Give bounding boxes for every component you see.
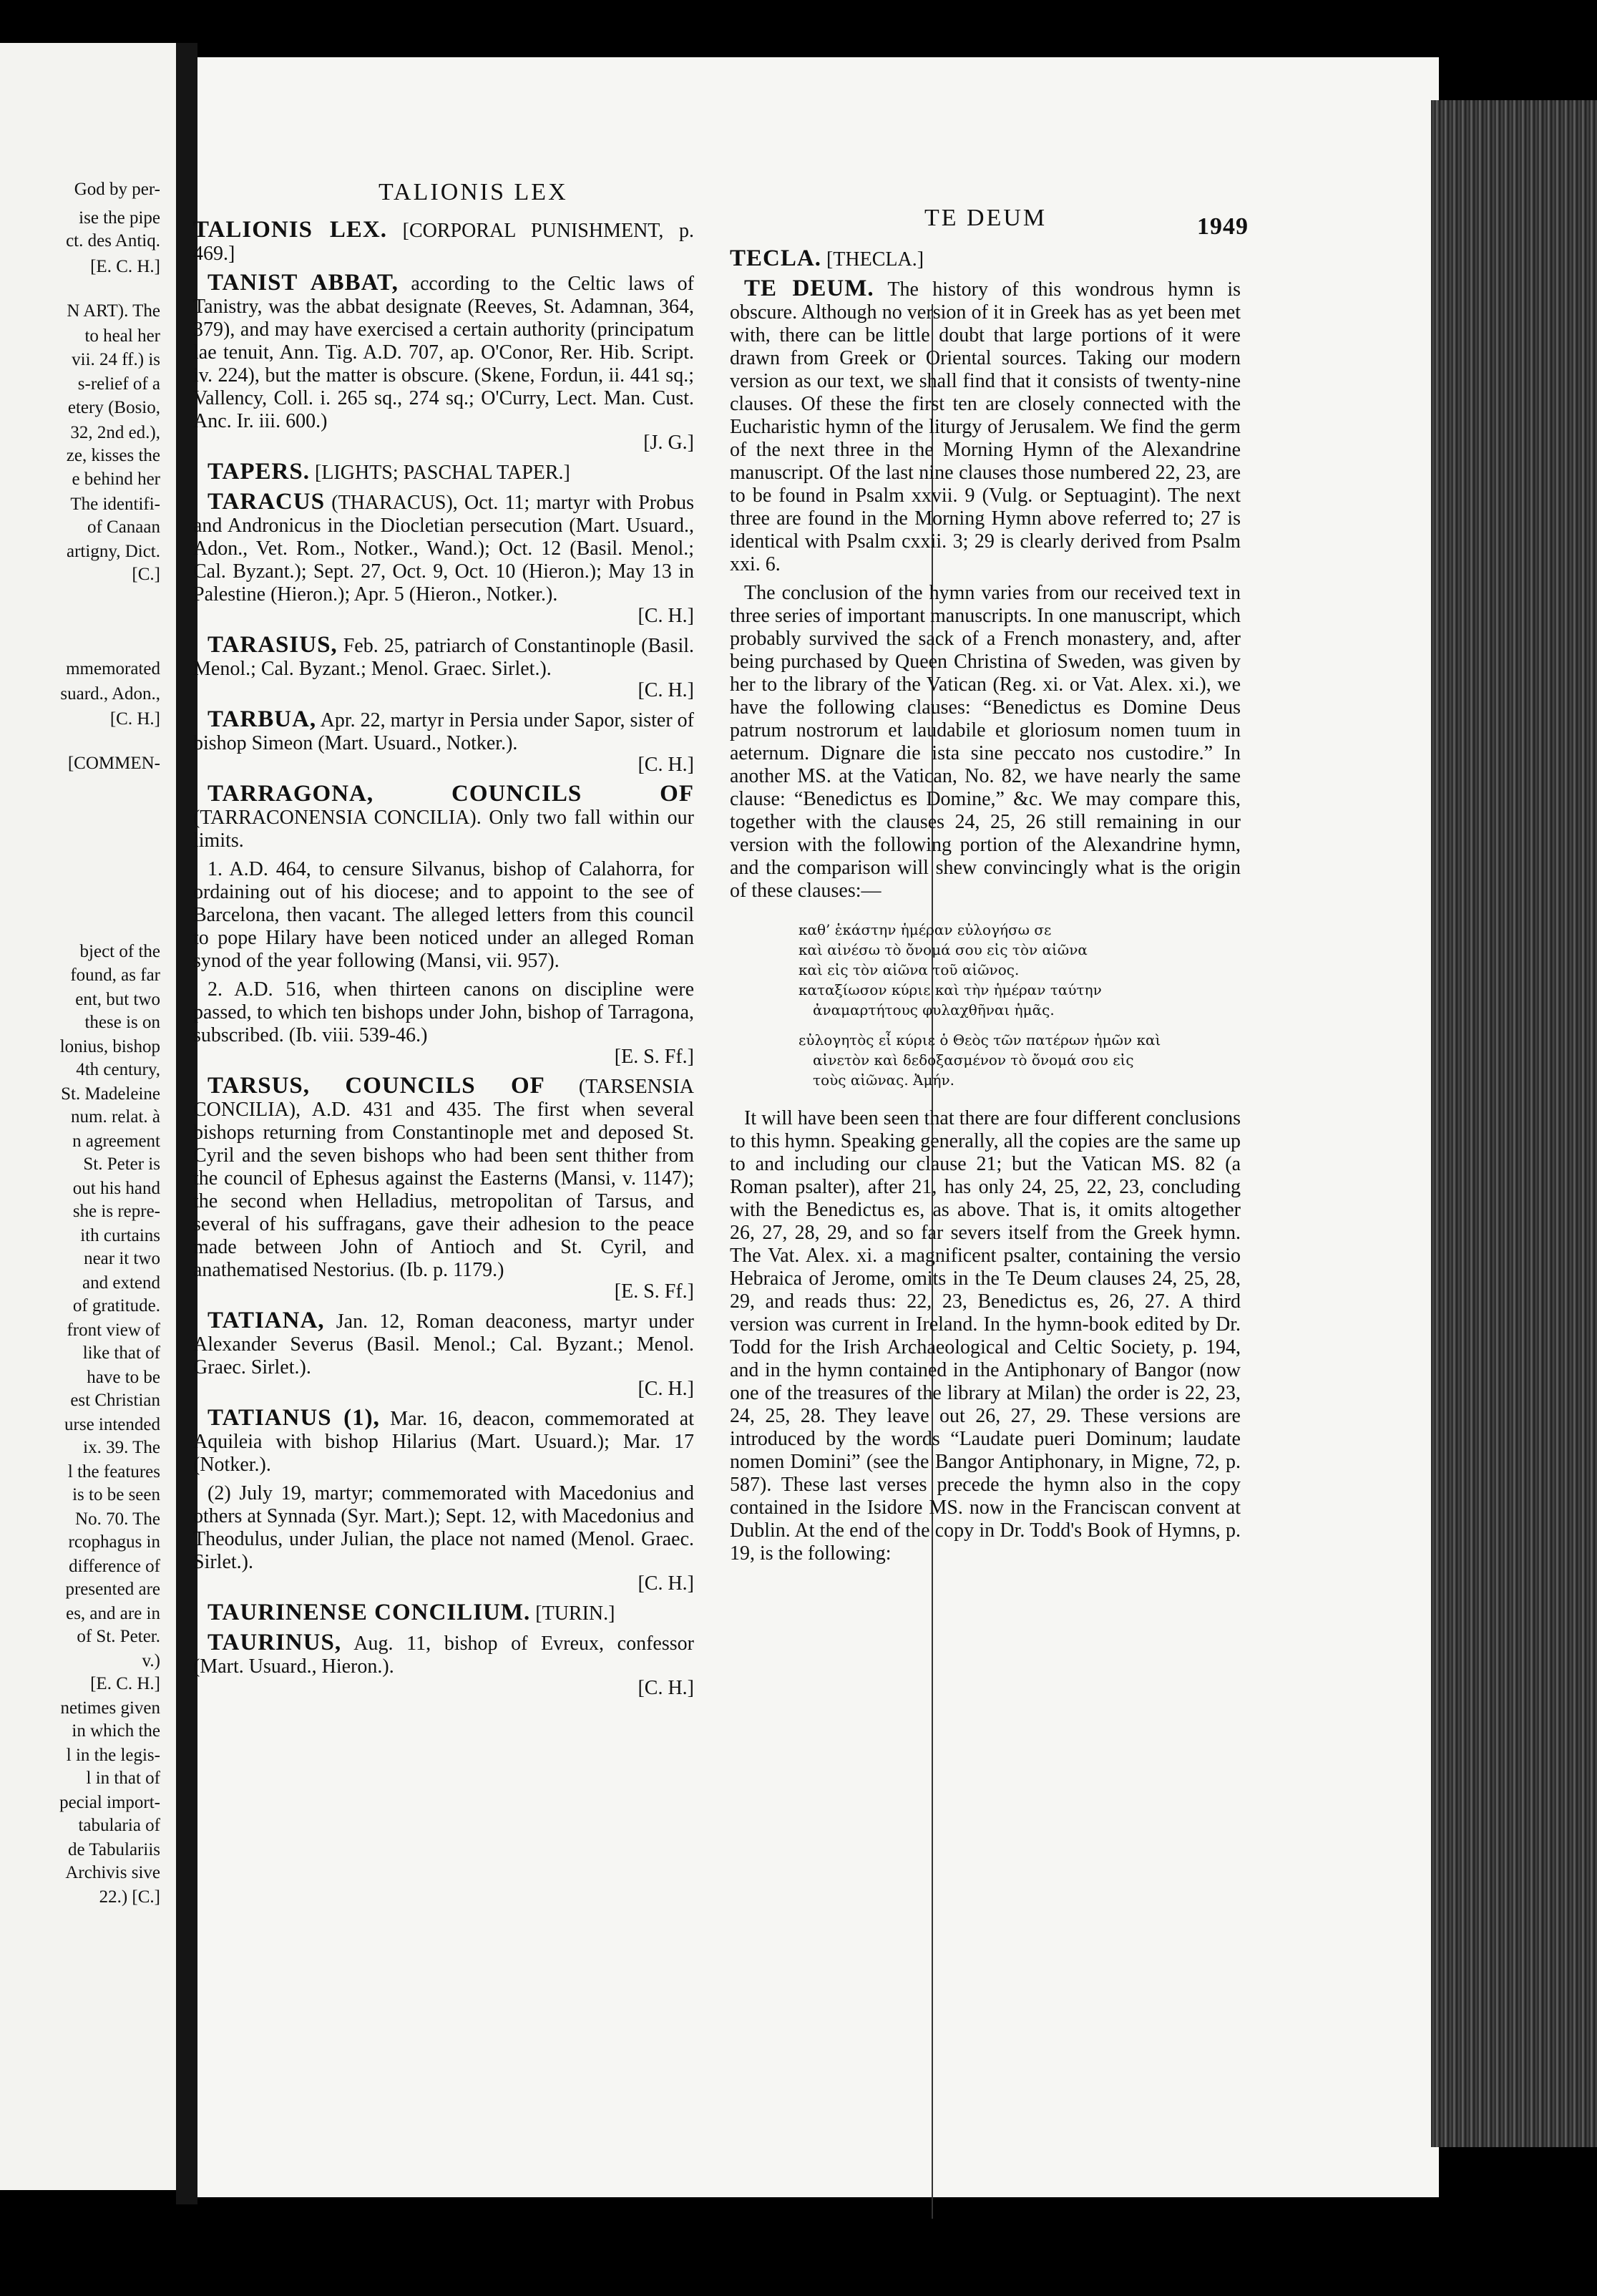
facing-page-line: [E. C. H.] xyxy=(90,1674,160,1693)
page-edges xyxy=(1431,100,1597,2147)
facing-page-line: n agreement xyxy=(72,1132,160,1151)
facing-page-line: ix. 39. The xyxy=(83,1438,160,1457)
facing-page-line: 4th century, xyxy=(76,1060,160,1079)
entry-paragraph: (2) July 19, martyr; commemorated with Macedonius and others at Synnada (Syr. Mart.); Sept. 12, with Macedonius and Theodulus, under Julian, the place not named (Menol. Graec. Sirlet.). xyxy=(193,1482,694,1573)
greek-line: εὐλογητὸς εἶ κύριε ὁ Θεὸς τῶν πατέρων ἡμῶν καὶ xyxy=(798,1031,1161,1049)
facing-page-line: out his hand xyxy=(72,1179,160,1198)
facing-page-line: netimes given xyxy=(60,1698,160,1718)
facing-page-line: tabularia of xyxy=(78,1816,160,1835)
facing-page-line: e behind her xyxy=(72,470,160,489)
page-number: 1949 xyxy=(1197,213,1249,240)
facing-page-line: es, and are in xyxy=(66,1604,160,1623)
facing-page-line: de Tabulariis xyxy=(67,1840,160,1859)
entry-heading: TATIANUS (1), xyxy=(207,1405,380,1431)
facing-page-line: ith curtains xyxy=(80,1226,160,1245)
author-initials: [C. H.] xyxy=(638,1677,694,1699)
facing-page-line: [C.] xyxy=(132,565,160,584)
facing-page-line: front view of xyxy=(67,1320,160,1340)
facing-page-line: vii. 24 ff.) is xyxy=(72,350,160,369)
entry-heading: TAURINUS, xyxy=(207,1630,342,1655)
facing-page-line: est Christian xyxy=(70,1391,160,1410)
facing-page-line: to heal her xyxy=(84,326,160,346)
greek-line: τοὺς αἰῶνας. Ἀμήν. xyxy=(813,1071,954,1089)
right-running-head: TE DEUM xyxy=(924,205,1047,231)
entry-text: (TARRACONENSIA CONCILIA). Only two fall within our limits. xyxy=(193,807,694,852)
facing-page-fragment xyxy=(0,43,176,2190)
facing-page-line: pecial import- xyxy=(59,1793,160,1812)
facing-page-line: is to be seen xyxy=(72,1485,160,1504)
entry-text: [LIGHTS; PASCHAL TAPER.] xyxy=(315,462,570,484)
facing-page-line: bject of the xyxy=(79,942,160,961)
author-initials: [J. G.] xyxy=(643,432,694,454)
facing-page-line: lonius, bishop xyxy=(59,1037,160,1056)
facing-page-line: ise the pipe xyxy=(79,208,160,228)
facing-page-line: N ART). The xyxy=(67,301,160,321)
entry-text: Aug. 11, bishop of Evreux, confessor (Mart. Usuard., Hieron.). xyxy=(193,1633,694,1678)
facing-page-line: s-relief of a xyxy=(77,374,160,394)
facing-page-line: St. Peter is xyxy=(83,1154,160,1174)
facing-page-line: difference of xyxy=(69,1557,160,1576)
facing-page-line: have to be xyxy=(87,1368,160,1387)
facing-page-line: num. relat. à xyxy=(71,1107,160,1127)
entry-heading: TE DEUM. xyxy=(744,276,874,301)
entry-text: (THARACUS), Oct. 11; martyr with Probus and Andronicus in the Diocletian persecution (Mart. Usuard., Adon., Vet. Rom., Notker., Wand.); Oct. 12 (Basil. Menol.; Cal. Byzant.); Sept. 27, Oct. 9, Oct. 10 (Hieron.); May 13 in Palestine (Hieron.); Apr. 5 (Hieron., Notker.). xyxy=(193,492,695,605)
entry-text: [THECLA.] xyxy=(826,248,924,271)
entry-text: according to the Celtic laws of Tanistry, was the abbat designate (Reeves, St. Adamnan, 364, 379), and may have exercised a certain authority (principatum lae tenuit, Ann. Tig. A.D. 707, ap. O'Conor, Rer. Hib. Script. iv. 224), but the matter is obscure. (Skene, Fordun, ii. 441 sq.; Vallency, Coll. i. 265 sq., 274 sq.; O'Curry, Lect. Man. Cust. Anc. Ir. iii. 600.) xyxy=(193,273,695,432)
entry-heading: TANIST ABBAT, xyxy=(207,270,399,296)
facing-page-line: and extend xyxy=(82,1273,160,1293)
facing-page-line: The identifi- xyxy=(70,495,160,514)
facing-page-line: 22.) [C.] xyxy=(99,1887,160,1907)
greek-line: καὶ αἰνέσω τὸ ὄνομά σου εἰς τὸν αἰῶνα xyxy=(798,941,1088,958)
entry-heading: TARRAGONA, COUNCILS OF xyxy=(207,781,694,807)
facing-page-line: urse intended xyxy=(64,1415,160,1434)
author-initials: [C. H.] xyxy=(638,1378,694,1400)
facing-page-line: in which the xyxy=(72,1721,160,1741)
facing-page-line: [COMMEN- xyxy=(67,754,160,773)
facing-page-line: suard., Adon., xyxy=(60,684,160,704)
entry-text: The history of this wondrous hymn is obscure. Although no version of it in Greek has as yet been met with, there can be little doubt that large portions of it were drawn from Greek or Oriental sources. Taking our modern version as our text, we shall find that it consists of twenty-nine clauses. Of these the first ten are closely connected with the Eucharistic hymn of the liturgy of Jerusalem. We find the germ of the next three in the Morning Hymn of the Alexandrine manuscript. Of the last nine clauses those numbered 22, 23, are to be found in Psalm xxvii. 9 (Vulg. or Septuagint). The next three are found in the Morning Hymn above referred to; 27 is identical with Psalm cxxii. 3; 29 is clearly derived from Psalm xxi. 6. xyxy=(730,278,1241,575)
left-running-head: TALIONIS LEX xyxy=(379,179,568,205)
entry-paragraph: 1. A.D. 464, to censure Silvanus, bishop of Calahorra, for ordaining out of his diocese; and to appoint to the see of Barcelona, then vacant. The alleged letters from this council to pope Hilary have been noticed under an alleged Roman synod of the year following (Mansi, vii. 957). xyxy=(193,858,694,972)
facing-page-line: near it two xyxy=(84,1249,160,1268)
entry-paragraph: The conclusion of the hymn varies from our received text in three series of important manuscripts. In one manuscript, which probably survived the sack of a French monastery, and, after being purchased by Queen Christina of Sweden, was given by her to the library of the Vatican (Reg. xi. or Vat. Alex. xi.), we have the following clauses: “Benedictus es Domine Deus patrum nostrorum et laudabile et gloriosum nomen tuum in aeternum. Dignare die ista sine peccato nos custodire.” In another MS. at the Vatican, No. 82, we have nearly the same clause: “Benedictus es Domine,” &c. We may compare this, together with the clauses 24, 25, 26 still remaining in our version with the following portion of the Alexandrine hymn, and the comparison will shew convincingly what is the origin of these clauses:— xyxy=(730,582,1241,902)
author-initials: [C. H.] xyxy=(638,679,694,701)
facing-page-line: presented are xyxy=(65,1580,160,1599)
author-initials: [C. H.] xyxy=(638,1572,694,1595)
book-page xyxy=(193,57,1439,2197)
facing-page-line: l in that of xyxy=(86,1769,160,1788)
greek-quotation xyxy=(798,920,1241,1090)
facing-page-line: [E. C. H.] xyxy=(90,257,160,276)
left-column xyxy=(193,218,694,1706)
entry-text: Feb. 25, patriarch of Constantinople (Basil. Menol.; Cal. Byzant.; Menol. Graec. Sirlet.). xyxy=(193,635,694,680)
author-initials: [E. S. Ff.] xyxy=(614,1046,694,1068)
entry-paragraph: It will have been seen that there are four different conclusions to this hymn. Speaking generally, all the copies are the same up to and including our clause 21; but the Vatican MS. 82 (a Roman psalter), after 21, has only 24, 25, 22, 23, concluding with the Benedictus es, as above. That is, it omits altogether 26, 27, 28, 29, and so far severs itself from the Greek hymn. The Vat. Alex. xi. a magnificent psalter, containing the versio Hebraica of Jerome, omits in the Te Deum clauses 24, 25, 28, 29, and reads thus: 22, 23, Benedictus es, 26, 27. A third version was current in Ireland. In the hymn-book edited by Dr. Todd for the Irish Archaeological and Celtic Society, p. 194, and in the hymn contained in the Antiphonary of Bangor (now one of the treasures of the library at Milan) the order is 22, 23, 24, 25, 28. They leave out 26, 27, 29. These versions are introduced by the words “Laudate pueri Dominum; laudate nomen Domini” (see the Bangor Antiphonary, in Migne, 72, p. 587). These last verses precede the hymn also in the copy contained in the Isidore MS. now in the Franciscan convent at Dublin. At the end of the copy in Dr. Todd's Book of Hymns, p. 19, is the following: xyxy=(730,1107,1241,1565)
entry-heading: TARSUS, COUNCILS OF xyxy=(207,1073,545,1099)
facing-page-line: of St. Peter. xyxy=(77,1627,160,1646)
facing-page-line: rcophagus in xyxy=(68,1532,160,1552)
facing-page-line: these is on xyxy=(84,1013,160,1032)
facing-page-line: God by per- xyxy=(74,180,160,199)
facing-page-line: etery (Bosio, xyxy=(67,398,160,417)
facing-page-line: l the features xyxy=(67,1462,160,1482)
facing-page-line: she is repre- xyxy=(72,1202,160,1221)
entry-heading: TALIONIS LEX. xyxy=(193,217,387,243)
facing-page-line: like that of xyxy=(82,1343,160,1363)
facing-page-line: ze, kisses the xyxy=(66,446,160,465)
facing-page-line: found, as far xyxy=(70,965,160,985)
facing-page-line: 32, 2nd ed.), xyxy=(70,423,160,442)
author-initials: [C. H.] xyxy=(638,605,694,627)
entry-heading: TARACUS xyxy=(207,489,326,515)
facing-page-line: ct. des Antiq. xyxy=(66,231,160,250)
facing-page-line: St. Madeleine xyxy=(61,1084,160,1104)
entry-heading: TARBUA, xyxy=(207,706,317,732)
entry-heading: TECLA. xyxy=(730,245,821,271)
greek-line: καθ’ ἑκάστην ἡμέραν εὐλογήσω σε xyxy=(798,921,1052,938)
greek-line: ἀναμαρτήτους φυλαχθῆναι ἡμᾶς. xyxy=(813,1001,1055,1018)
facing-page-line: ent, but two xyxy=(75,990,160,1009)
right-column xyxy=(730,247,1241,1571)
facing-page-line: artigny, Dict. xyxy=(67,542,160,561)
entry-heading: TAURINENSE CONCILIUM. xyxy=(207,1600,531,1625)
facing-page-line: l in the legis- xyxy=(66,1746,160,1765)
entry-text: (TARSENSIA CONCILIA), A.D. 431 and 435. The first when several bishops returning from Constantinople met and deposed St. Cyril and the seven bishops who had been sent thither from the council of Ephesus against the Easterns (Mansi, v. 1147); the second when Helladius, metropolitan of Tarsus, and several of his suffragans, gave their adhesion to the peace made between John of Antioch and St. Cyril, and anathematised Nestorius. (Ib. p. 1179.) xyxy=(193,1076,695,1281)
entry-paragraph: 2. A.D. 516, when thirteen canons on discipline were passed, to which ten bishops under John, bishop of Tarragona, subscribed. (Ib. viii. 539-46.) xyxy=(193,978,694,1046)
entry-text: [TURIN.] xyxy=(535,1602,615,1625)
entry-text: Apr. 22, martyr in Persia under Sapor, sister of bishop Simeon (Mart. Usuard., Notker.). xyxy=(193,709,694,754)
author-initials: [C. H.] xyxy=(638,754,694,776)
entry-heading: TAPERS. xyxy=(207,459,310,485)
entry-text: [CORPORAL PUNISHMENT, p. 469.] xyxy=(193,220,695,265)
facing-page-line: mmemorated xyxy=(66,659,160,678)
facing-page-line: [C. H.] xyxy=(109,709,160,729)
entry-text: Mar. 16, deacon, commemorated at Aquileia with bishop Hilarius (Mart. Usuard.); Mar. 17 (Notker.). xyxy=(193,1408,695,1476)
greek-line: καὶ εἰς τὸν αἰῶνα τοῦ αἰῶνος. xyxy=(798,961,1020,978)
greek-line: καταξίωσον κύριε καὶ τὴν ἡμέραν ταύτην xyxy=(798,981,1102,998)
facing-page-line: of gratitude. xyxy=(72,1296,160,1315)
entry-text: Jan. 12, Roman deaconess, martyr under Alexander Severus (Basil. Menol.; Cal. Byzant.; Menol. Graec. Sirlet.). xyxy=(193,1310,694,1378)
facing-page-line: v.) xyxy=(142,1651,160,1670)
facing-page-line: No. 70. The xyxy=(75,1509,160,1529)
entry-heading: TATIANA, xyxy=(207,1308,325,1333)
greek-line: αἰνετὸν καὶ δεδοξασμένον τὸ ὄνομά σου εἰς xyxy=(813,1051,1134,1069)
facing-page-line: of Canaan xyxy=(87,517,160,537)
entry-heading: TARASIUS, xyxy=(207,632,338,658)
author-initials: [E. S. Ff.] xyxy=(614,1280,694,1303)
facing-page-line: Archivis sive xyxy=(65,1863,160,1882)
